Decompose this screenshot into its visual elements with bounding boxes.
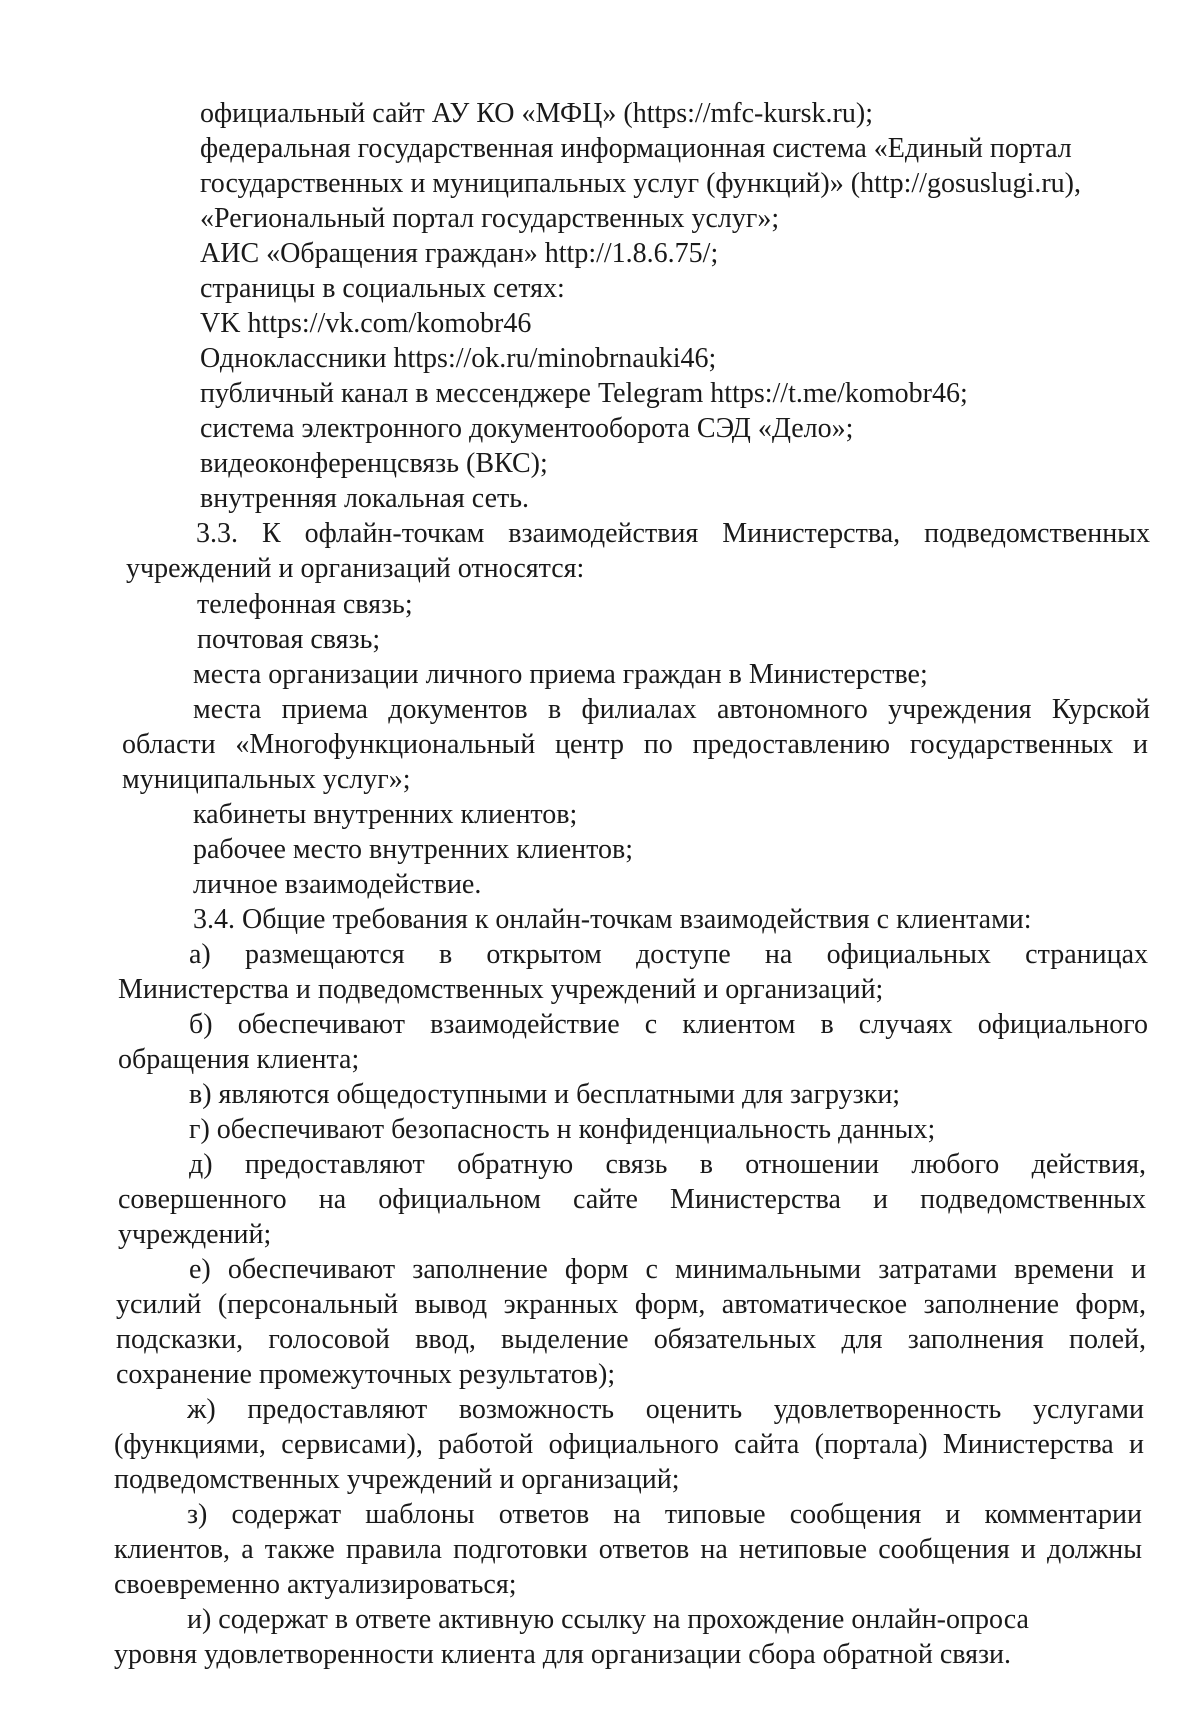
text-line: Одноклассники https://ok.ru/minobrnauki46; — [200, 343, 717, 374]
text-line: публичный канал в мессенджере Telegram https://t.me/komobr46; — [200, 378, 968, 409]
text-line: своевременно актуализироваться; — [114, 1569, 517, 1600]
text-line: официальный сайт АУ КО «МФЦ» (https://mfc-kursk.ru); — [200, 98, 873, 129]
text-line: места приема документов в филиалах автономного учреждения Курской — [193, 694, 1150, 725]
text-line: (функциями, сервисами), работой официального сайта (портала) Министерства и — [114, 1429, 1144, 1460]
text-line: д) предоставляют обратную связь в отношении любого действия, — [189, 1149, 1146, 1180]
text-line: з) содержат шаблоны ответов на типовые сообщения и комментарии — [187, 1499, 1142, 1530]
text-line: подведомственных учреждений и организаций; — [114, 1464, 680, 1495]
text-line: рабочее место внутренних клиентов; — [193, 834, 634, 865]
text-line: сохранение промежуточных результатов); — [116, 1359, 616, 1390]
text-line: АИС «Обращения граждан» http://1.8.6.75/; — [200, 238, 719, 269]
text-line: учреждений; — [118, 1219, 272, 1250]
text-line: г) обеспечивают безопасность н конфиденциальность данных; — [189, 1114, 936, 1145]
text-line: федеральная государственная информационная система «Единый портал — [200, 133, 1072, 164]
text-line: в) являются общедоступными и бесплатными для загрузки; — [189, 1079, 901, 1110]
text-line: внутренняя локальная сеть. — [200, 483, 529, 514]
text-line: и) содержат в ответе активную ссылку на прохождение онлайн-опроса — [187, 1604, 1029, 1635]
text-line: государственных и муниципальных услуг (функций)» (http://gosuslugi.ru), — [200, 168, 1081, 199]
text-line: клиентов, а также правила подготовки ответов на нетиповые сообщения и должны — [114, 1534, 1142, 1565]
text-line: VK https://vk.com/komobr46 — [200, 308, 532, 339]
text-line: видеоконференцсвязь (ВКС); — [200, 448, 548, 479]
text-line: е) обеспечивают заполнение форм с минимальными затратами времени и — [189, 1254, 1146, 1285]
text-line: совершенного на официальном сайте Министерства и подведомственных — [118, 1184, 1146, 1215]
text-line: места организации личного приема граждан в Министерстве; — [193, 659, 928, 690]
text-line: учреждений и организаций относятся: — [126, 553, 585, 584]
text-line: б) обеспечивают взаимодействие с клиентом в случаях официального — [189, 1009, 1148, 1040]
text-line: области «Многофункциональный центр по предоставлению государственных и — [122, 729, 1148, 760]
text-line: уровня удовлетворенности клиента для организации сбора обратной связи. — [114, 1639, 1012, 1670]
text-line: ж) предоставляют возможность оценить удовлетворенность услугами — [187, 1394, 1144, 1425]
text-line: почтовая связь; — [197, 624, 381, 655]
text-line: а) размещаются в открытом доступе на официальных страницах — [189, 939, 1148, 970]
text-line: усилий (персональный вывод экранных форм, автоматическое заполнение форм, — [116, 1289, 1146, 1320]
text-line: 3.3. К офлайн-точкам взаимодействия Министерства, подведомственных — [196, 518, 1150, 549]
text-line: «Региональный портал государственных услуг»; — [200, 203, 780, 234]
text-line: кабинеты внутренних клиентов; — [193, 799, 578, 830]
text-line: страницы в социальных сетях: — [200, 273, 565, 304]
text-line: муниципальных услуг»; — [122, 764, 411, 795]
text-line: 3.4. Общие требования к онлайн-точкам взаимодействия с клиентами: — [193, 904, 1032, 935]
text-line: обращения клиента; — [118, 1044, 360, 1075]
text-line: Министерства и подведомственных учреждений и организаций; — [118, 974, 884, 1005]
text-line: личное взаимодействие. — [193, 869, 482, 900]
text-line: система электронного документооборота СЭД «Дело»; — [200, 413, 854, 444]
text-line: подсказки, голосовой ввод, выделение обязательных для заполнения полей, — [116, 1324, 1146, 1355]
text-line: телефонная связь; — [197, 589, 413, 620]
